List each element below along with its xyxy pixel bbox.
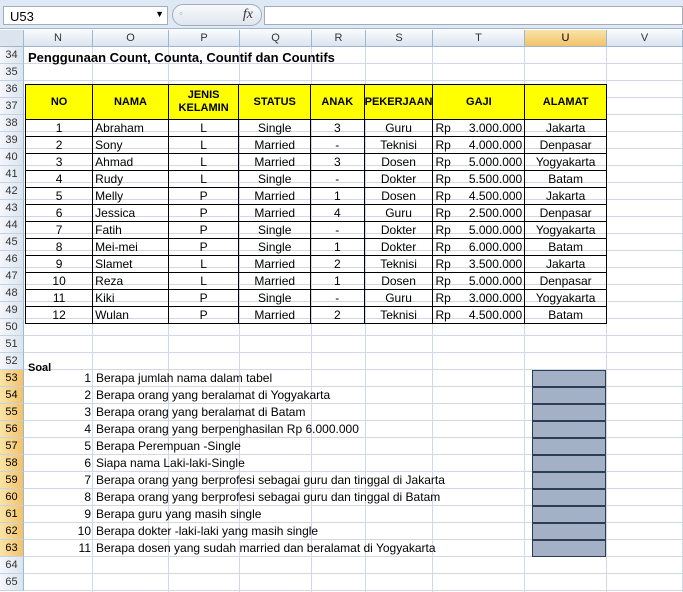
formula-input[interactable] — [264, 6, 683, 25]
cell-currency[interactable]: Rp — [433, 239, 462, 256]
question-text: Berapa guru yang masih single — [96, 507, 262, 521]
question-number: 2 — [84, 388, 91, 402]
header-alamat: ALAMAT — [525, 85, 607, 120]
cell-alamat[interactable]: Yogyakarta — [525, 290, 607, 307]
table-row — [26, 307, 607, 324]
cell-alamat[interactable]: Jakarta — [525, 256, 607, 273]
cell-alamat[interactable]: Denpasar — [525, 273, 607, 290]
question-number: 1 — [84, 371, 91, 385]
row-header-64[interactable]: 64 — [0, 557, 24, 574]
cell-pekerjaan[interactable]: Dokter — [364, 171, 433, 188]
row-header-42[interactable]: 42 — [0, 183, 24, 200]
answer-cell[interactable] — [532, 438, 606, 455]
row-header-35[interactable]: 35 — [0, 64, 24, 81]
question-number: 6 — [84, 456, 91, 470]
cell-gaji[interactable]: 2.500.000 — [462, 205, 525, 222]
cell-no[interactable]: 6 — [26, 205, 93, 222]
answer-cell[interactable] — [532, 472, 606, 489]
cell-no[interactable]: 8 — [26, 239, 93, 256]
cell-currency[interactable]: Rp — [433, 154, 462, 171]
cell-status[interactable]: Married — [239, 273, 311, 290]
answer-cell[interactable] — [532, 421, 606, 438]
cell-anak[interactable]: 2 — [310, 307, 364, 324]
cell-anak[interactable]: 3 — [310, 120, 364, 137]
answer-cell[interactable] — [532, 540, 606, 557]
name-box-value: U53 — [10, 9, 34, 24]
cell-gaji[interactable]: 6.000.000 — [462, 239, 525, 256]
cell-anak[interactable]: 4 — [310, 205, 364, 222]
cell-jenis-kelamin[interactable]: P — [168, 239, 239, 256]
row-header-47[interactable]: 47 — [0, 268, 24, 285]
cell-anak[interactable]: 2 — [310, 256, 364, 273]
table-row — [26, 137, 607, 154]
question-text: Siapa nama Laki-laki-Single — [96, 456, 245, 470]
row-header-36[interactable]: 36 — [0, 81, 24, 98]
cell-anak[interactable]: - — [310, 171, 364, 188]
row-header-50[interactable]: 50 — [0, 319, 24, 336]
row-header-59[interactable]: 59 — [0, 472, 24, 489]
cell-gaji[interactable]: 4.000.000 — [462, 137, 525, 154]
formula-bar — [0, 0, 683, 29]
name-box[interactable] — [3, 6, 168, 25]
cell-no[interactable]: 11 — [26, 290, 93, 307]
cell-pekerjaan[interactable]: Dosen — [364, 188, 433, 205]
cell-gaji[interactable]: 3.000.000 — [462, 290, 525, 307]
cell-currency[interactable]: Rp — [433, 222, 462, 239]
cell-pekerjaan[interactable]: Guru — [364, 120, 433, 137]
cell-currency[interactable]: Rp — [433, 188, 462, 205]
cell-jenis-kelamin[interactable]: P — [168, 222, 239, 239]
cell-status[interactable]: Single — [239, 290, 311, 307]
cell-pekerjaan[interactable]: Dokter — [364, 239, 433, 256]
soal-label: Soal — [28, 362, 52, 374]
cell-gaji[interactable]: 3.500.000 — [462, 256, 525, 273]
question-number: 8 — [84, 490, 91, 504]
cell-anak[interactable]: 1 — [310, 239, 364, 256]
cell-alamat[interactable]: Jakarta — [525, 188, 607, 205]
header-status: STATUS — [239, 85, 311, 120]
row-header-38[interactable]: 38 — [0, 115, 24, 132]
grid-line — [24, 590, 683, 591]
header-no: NO — [26, 85, 93, 120]
cancel-enter-icon: ◦ — [179, 8, 183, 20]
cell-nama[interactable]: Slamet — [93, 256, 169, 273]
cell-jenis-kelamin[interactable]: P — [168, 290, 239, 307]
column-header-p[interactable]: P — [169, 30, 240, 47]
worksheet[interactable] — [0, 30, 683, 592]
row-header-52[interactable]: 52 — [0, 353, 24, 370]
cell-nama[interactable]: Ahmad — [93, 154, 169, 171]
column-header-n[interactable]: N — [24, 30, 93, 47]
cell-currency[interactable]: Rp — [433, 307, 462, 324]
cell-jenis-kelamin[interactable]: P — [168, 307, 239, 324]
cell-status[interactable]: Married — [239, 205, 311, 222]
column-header-v[interactable]: V — [607, 30, 683, 47]
cell-no[interactable]: 7 — [26, 222, 93, 239]
formula-tools — [172, 4, 262, 26]
grid-line — [24, 80, 683, 81]
cell-status[interactable]: Single — [239, 222, 311, 239]
cell-nama[interactable]: Melly — [93, 188, 169, 205]
cell-gaji[interactable]: 4.500.000 — [462, 188, 525, 205]
cell-pekerjaan[interactable]: Dosen — [364, 154, 433, 171]
cell-currency[interactable]: Rp — [433, 273, 462, 290]
cell-alamat[interactable]: Yogyakarta — [525, 154, 607, 171]
question-text: Berapa orang yang beralamat di Yogyakarta — [96, 388, 331, 402]
header-jenis-kelamin — [168, 85, 239, 120]
row-header-46[interactable]: 46 — [0, 251, 24, 268]
table-row — [26, 239, 607, 256]
answer-cell[interactable] — [532, 489, 606, 506]
cell-status[interactable]: Single — [239, 239, 311, 256]
question-text: Berapa orang yang beralamat di Batam — [96, 405, 306, 419]
question-number: 9 — [84, 507, 91, 521]
question-text: Berapa dokter -laki-laki yang masih single — [96, 524, 319, 538]
cell-currency[interactable]: Rp — [433, 171, 462, 188]
cell-alamat[interactable]: Denpasar — [525, 205, 607, 222]
cell-pekerjaan[interactable]: Teknisi — [364, 307, 433, 324]
row-header-63[interactable]: 63 — [0, 540, 24, 557]
cell-jenis-kelamin[interactable]: L — [168, 256, 239, 273]
row-header-44[interactable]: 44 — [0, 217, 24, 234]
question-text: Berapa orang yang berpenghasilan Rp 6.000.000 — [96, 422, 359, 436]
chevron-down-icon[interactable]: ▼ — [155, 9, 164, 19]
row-header-48[interactable]: 48 — [0, 285, 24, 302]
data-table — [25, 84, 607, 324]
cell-jenis-kelamin[interactable]: P — [168, 205, 239, 222]
cell-nama[interactable]: Rudy — [93, 171, 169, 188]
cell-nama[interactable]: Jessica — [93, 205, 169, 222]
cell-pekerjaan[interactable]: Guru — [364, 205, 433, 222]
header-gaji: GAJI — [433, 85, 525, 120]
row-header-53[interactable]: 53 — [0, 370, 24, 387]
cell-pekerjaan[interactable]: Teknisi — [364, 256, 433, 273]
cell-no[interactable]: 1 — [26, 120, 93, 137]
cell-no[interactable]: 10 — [26, 273, 93, 290]
cell-jenis-kelamin[interactable]: L — [168, 171, 239, 188]
cell-alamat[interactable]: Batam — [525, 171, 607, 188]
cell-no[interactable]: 4 — [26, 171, 93, 188]
cell-no[interactable]: 12 — [26, 307, 93, 324]
answer-cell[interactable] — [532, 387, 606, 404]
cell-status[interactable]: Single — [239, 171, 311, 188]
cell-nama[interactable]: Abraham — [93, 120, 169, 137]
cell-nama[interactable]: Kiki — [93, 290, 169, 307]
cell-currency[interactable]: Rp — [433, 120, 462, 137]
question-number: 10 — [77, 524, 91, 538]
header-jenis: JENIS — [187, 89, 220, 101]
cell-currency[interactable]: Rp — [433, 290, 462, 307]
cell-pekerjaan[interactable]: Dosen — [364, 273, 433, 290]
row-header-65[interactable]: 65 — [0, 574, 24, 591]
row-header-39[interactable]: 39 — [0, 132, 24, 149]
cell-jenis-kelamin[interactable]: L — [168, 137, 239, 154]
table-row — [26, 205, 607, 222]
cell-anak[interactable]: 1 — [310, 273, 364, 290]
insert-function-icon[interactable]: fx — [242, 7, 253, 22]
cell-alamat[interactable]: Yogyakarta — [525, 222, 607, 239]
grid-line — [24, 352, 683, 353]
cell-status[interactable]: Married — [239, 137, 311, 154]
cell-gaji[interactable]: 5.500.000 — [462, 171, 525, 188]
table-row — [26, 171, 607, 188]
cell-anak[interactable]: - — [310, 222, 364, 239]
cell-gaji[interactable]: 5.000.000 — [462, 273, 525, 290]
sheet-title: Penggunaan Count, Counta, Countif dan Countifs — [28, 50, 335, 65]
cell-nama[interactable]: Reza — [93, 273, 169, 290]
row-header-43[interactable]: 43 — [0, 200, 24, 217]
cell-alamat[interactable]: Batam — [525, 239, 607, 256]
row-header-45[interactable]: 45 — [0, 234, 24, 251]
cell-status[interactable]: Married — [239, 307, 311, 324]
cell-status[interactable]: Single — [239, 120, 311, 137]
answer-cell[interactable] — [532, 455, 606, 472]
table-row — [26, 256, 607, 273]
column-header-o[interactable]: O — [93, 30, 169, 47]
header-pekerjaan: PEKERJAAN — [364, 85, 433, 120]
table-row — [26, 222, 607, 239]
cell-alamat[interactable]: Batam — [525, 307, 607, 324]
row-header-37[interactable]: 37 — [0, 98, 24, 115]
cell-gaji[interactable]: 5.000.000 — [462, 222, 525, 239]
cell-pekerjaan[interactable]: Guru — [364, 290, 433, 307]
question-number: 4 — [84, 422, 91, 436]
column-header-u[interactable]: U — [525, 30, 607, 47]
header-kelamin: KELAMIN — [178, 102, 229, 114]
table-row — [26, 273, 607, 290]
cell-pekerjaan[interactable]: Dokter — [364, 222, 433, 239]
cell-currency[interactable]: Rp — [433, 205, 462, 222]
question-number: 5 — [84, 439, 91, 453]
row-header-51[interactable]: 51 — [0, 336, 24, 353]
cell-no[interactable]: 9 — [26, 256, 93, 273]
cell-anak[interactable]: - — [310, 290, 364, 307]
table-row — [26, 290, 607, 307]
cell-status[interactable]: Married — [239, 256, 311, 273]
table-row — [26, 188, 607, 205]
grid-line — [24, 573, 683, 574]
question-number: 11 — [78, 541, 91, 555]
question-text: Berapa orang yang berprofesi sebagai guru dan tinggal di Batam — [96, 490, 441, 504]
cell-jenis-kelamin[interactable]: L — [168, 120, 239, 137]
answer-cell[interactable] — [532, 370, 606, 387]
cell-jenis-kelamin[interactable]: L — [168, 154, 239, 171]
cell-anak[interactable]: 3 — [310, 154, 364, 171]
cell-jenis-kelamin[interactable]: L — [168, 273, 239, 290]
row-header-61[interactable]: 61 — [0, 506, 24, 523]
answer-cell[interactable] — [532, 506, 606, 523]
table-row — [26, 154, 607, 171]
table-row — [26, 120, 607, 137]
row-header-62[interactable]: 62 — [0, 523, 24, 540]
question-text: Berapa dosen yang sudah married dan beralamat di Yogyakarta — [96, 541, 436, 555]
cell-anak[interactable]: 1 — [310, 188, 364, 205]
grid-line — [24, 335, 683, 336]
header-anak: ANAK — [310, 85, 364, 120]
cell-no[interactable]: 2 — [26, 137, 93, 154]
cell-nama[interactable]: Mei-mei — [93, 239, 169, 256]
cell-nama[interactable]: Wulan — [93, 307, 169, 324]
row-header-54[interactable]: 54 — [0, 387, 24, 404]
answer-cell[interactable] — [532, 404, 606, 421]
column-header-s[interactable]: S — [366, 30, 433, 47]
answer-cell[interactable] — [532, 523, 606, 540]
question-number: 7 — [84, 473, 91, 487]
row-header-56[interactable]: 56 — [0, 421, 24, 438]
row-header-60[interactable]: 60 — [0, 489, 24, 506]
question-text: Berapa orang yang berprofesi sebagai guru dan tinggal di Jakarta — [96, 473, 445, 487]
row-header-58[interactable]: 58 — [0, 455, 24, 472]
cell-currency[interactable]: Rp — [433, 137, 462, 154]
select-all-corner[interactable] — [0, 30, 24, 47]
cell-gaji[interactable]: 3.000.000 — [462, 120, 525, 137]
column-header-r[interactable]: R — [312, 30, 366, 47]
cell-pekerjaan[interactable]: Teknisi — [364, 137, 433, 154]
cell-alamat[interactable]: Jakarta — [525, 120, 607, 137]
row-header-57[interactable]: 57 — [0, 438, 24, 455]
question-number: 3 — [84, 405, 91, 419]
cell-gaji[interactable]: 4.500.000 — [462, 307, 525, 324]
cell-jenis-kelamin[interactable]: P — [168, 188, 239, 205]
row-header-49[interactable]: 49 — [0, 302, 24, 319]
cell-status[interactable]: Married — [239, 188, 311, 205]
row-header-55[interactable]: 55 — [0, 404, 24, 421]
cell-alamat[interactable]: Denpasar — [525, 137, 607, 154]
header-nama: NAMA — [93, 85, 169, 120]
row-header-34[interactable]: 34 — [0, 47, 24, 64]
column-header-t[interactable]: T — [433, 30, 525, 47]
cell-no[interactable]: 3 — [26, 154, 93, 171]
cell-currency[interactable]: Rp — [433, 256, 462, 273]
row-header-41[interactable]: 41 — [0, 166, 24, 183]
cell-gaji[interactable]: 5.000.000 — [462, 154, 525, 171]
question-text: Berapa Perempuan -Single — [96, 439, 241, 453]
question-text: Berapa jumlah nama dalam tabel — [96, 371, 273, 385]
cell-anak[interactable]: - — [310, 137, 364, 154]
cell-nama[interactable]: Fatih — [93, 222, 169, 239]
cell-status[interactable]: Married — [239, 154, 311, 171]
cell-nama[interactable]: Sony — [93, 137, 169, 154]
column-header-q[interactable]: Q — [240, 30, 312, 47]
cell-no[interactable]: 5 — [26, 188, 93, 205]
row-header-40[interactable]: 40 — [0, 149, 24, 166]
